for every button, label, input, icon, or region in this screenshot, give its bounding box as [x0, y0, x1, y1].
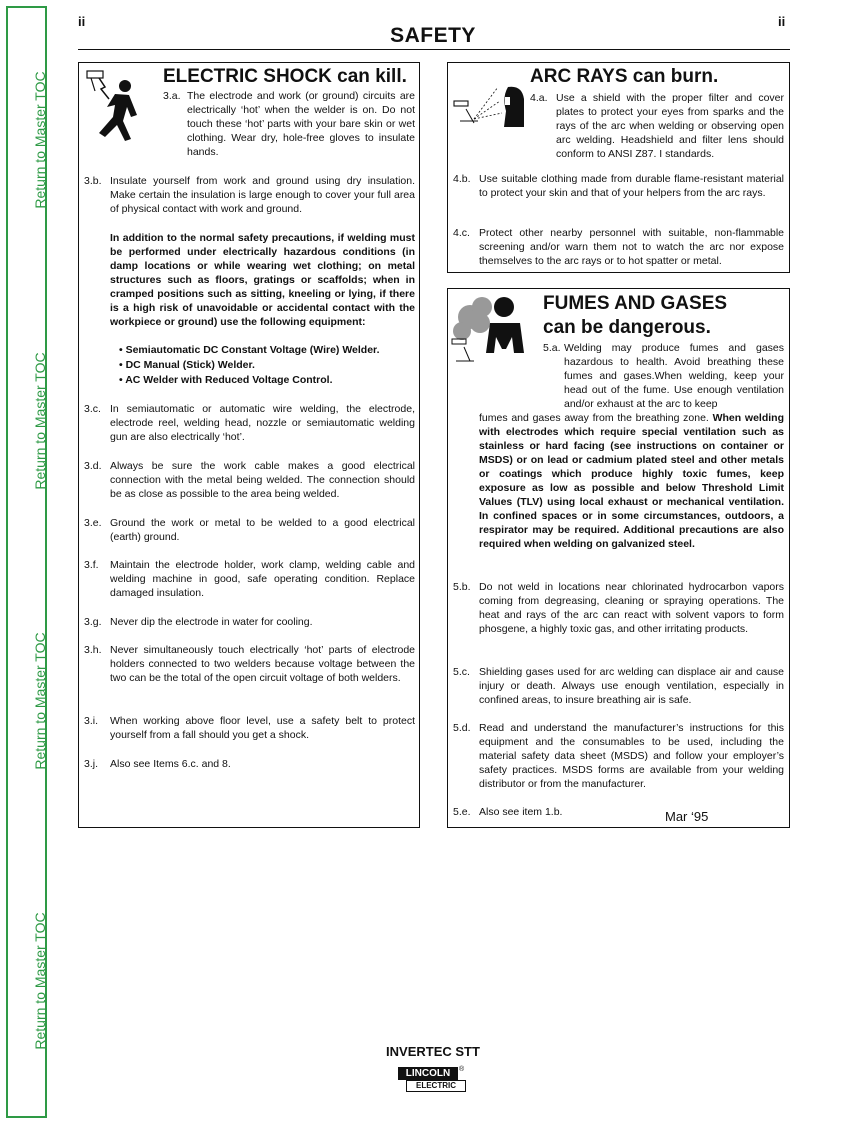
item-number: 3.b.	[84, 175, 102, 187]
electric-shock-section	[78, 62, 420, 828]
page-number-left: ii	[78, 14, 86, 29]
item-number: 3.i.	[84, 715, 99, 727]
equipment-bullet: • AC Welder with Reduced Voltage Control.	[119, 374, 333, 386]
item-5c-text: Shielding gases used for arc welding can displace air and cause injury or death. Always use enough ventilation, especially in confined areas, to insure breathing air is safe.	[479, 666, 784, 706]
electric-shock-heading: ELECTRIC SHOCK can kill.	[163, 66, 407, 87]
item-3a-text: The electrode and work (or ground) circuits are electrically ‘hot’ when the welder is on. Do not touch these ‘hot’ parts with your bare skin or wet clothing. Wear dry, hole-free gloves to insulate hands.	[187, 90, 415, 158]
item-3h-text: Never simultaneously touch electrically ‘hot’ parts of electrode holders connected to two welders because voltage between the two can be the total of the open circuit voltage of both welders.	[110, 644, 415, 684]
item-number: 3.h.	[84, 644, 102, 656]
return-to-toc-link-4[interactable]: Return to Master TOC	[32, 912, 48, 1050]
item-3b-text: Insulate yourself from work and ground using dry insulation. Make certain the insulation is large enough to cover your full area of physical contact with work and ground.	[110, 175, 415, 215]
item-number: 3.e.	[84, 517, 102, 529]
equipment-bullet: • Semiautomatic DC Constant Voltage (Wire) Welder.	[119, 344, 380, 356]
registered-mark: ®	[459, 1066, 465, 1073]
arc-rays-icon	[452, 83, 530, 129]
item-number: 3.d.	[84, 460, 102, 472]
fumes-heading-line1: FUMES AND GASES	[543, 293, 728, 314]
item-5a-text: Welding may produce fumes and gases hazardous to health. Avoid breathing these fumes and gases.When welding, keep your head out of the fume. Use enough ventilation and/or exhaust at the arc to keep	[564, 342, 784, 410]
fumes-gases-section	[447, 288, 790, 828]
arc-rays-heading: ARC RAYS can burn.	[530, 66, 719, 87]
item-4a-text: Use a shield with the proper filter and cover plates to protect your eyes from sparks and the rays of the arc when welding or observing open arc welding. Headshield and filter lens should conform to ANSI Z87. I standards.	[556, 92, 784, 160]
item-5a-continuation: fumes and gases away from the breathing zone. When welding with electrodes which require special ventilation such as stainless or hard facing (see instructions on container or MSDS) or on lead or cadmium plated steel and other metals or coatings which produce highly toxic fumes, keep exposure as low as possible and below Threshold Limit Values (TLV) using local exhaust or mechanical ventilation. In confined spaces or in some circumstances, outdoors, a respirator may be required. Additional precautions are also required when welding on galvanized steel.	[479, 412, 785, 550]
fumes-heading-line2: can be dangerous.	[543, 317, 711, 338]
item-4c-text: Protect other nearby personnel with suitable, non-flammable screening and/or warn them not to watch the arc nor expose themselves to the arc rays or to hot spatter or metal.	[479, 227, 784, 267]
return-to-toc-link-3[interactable]: Return to Master TOC	[32, 632, 48, 770]
equipment-bullet: • DC Manual (Stick) Welder.	[119, 359, 255, 371]
revision-date: Mar ‘95	[665, 809, 709, 824]
return-to-toc-link-2[interactable]: Return to Master TOC	[32, 352, 48, 490]
item-4b-text: Use suitable clothing made from durable flame-resistant material to protect your skin and that of your helpers from the arc rays.	[479, 173, 784, 199]
item-number: 4.b.	[453, 173, 471, 185]
item-number: 5.c.	[453, 666, 470, 678]
item-3d-text: Always be sure the work cable makes a good electrical connection with the metal being welded. The connection should be as close as possible to the area being welded.	[110, 460, 415, 500]
item-3i-text: When working above floor level, use a safety belt to protect yourself from a fall should you get a shock.	[110, 715, 415, 741]
page-title: SAFETY	[390, 24, 476, 47]
item-number: 5.a.	[543, 342, 561, 354]
item-3c-text: In semiautomatic or automatic wire welding, the electrode, electrode reel, welding head, nozzle or semiautomatic welding gun are also electrically ‘hot’.	[110, 403, 415, 443]
item-number: 3.f.	[84, 559, 99, 571]
return-to-toc-link-1[interactable]: Return to Master TOC	[32, 71, 48, 209]
model-name: INVERTEC STT	[386, 1044, 480, 1059]
item-5b-text: Do not weld in locations near chlorinated hydrocarbon vapors coming from degreasing, cleaning or spraying operations. The heat and rays of the arc can react with solvent vapors to form phosgene, a highly toxic gas, and other irritating products.	[479, 581, 784, 635]
item-3e-text: Ground the work or metal to be welded to a good electrical (earth) ground.	[110, 517, 415, 543]
lincoln-electric-logo	[398, 1067, 466, 1093]
item-number: 4.c.	[453, 227, 470, 239]
item-number: 3.a.	[163, 90, 181, 102]
item-number: 5.e.	[453, 806, 471, 818]
item-number: 3.g.	[84, 616, 102, 628]
item-number: 3.c.	[84, 403, 101, 415]
item-3j-text: Also see Items 6.c. and 8.	[110, 758, 231, 770]
item-5d-text: Read and understand the manufacturer’s instructions for this equipment and the consumables to be used, including the material safety data sheet (MSDS) and follow your employer’s safety practices. MSDS forms are available from your welding distributor or from the manufacturer.	[479, 722, 784, 790]
item-3b-warning: In addition to the normal safety precautions, if welding must be performed under electrically hazardous conditions (in damp locations or while wearing wet clothing; on metal structures such as floors, gratings or scaffolds; when in cramped positions such as sitting, kneeling or lying, if there is a high risk of unavoidable or accidental contact with the workpiece or ground) use the following equipment:	[110, 232, 415, 328]
arc-rays-section	[447, 62, 790, 273]
item-5e-text: Also see item 1.b.	[479, 806, 563, 818]
item-number: 4.a.	[530, 92, 548, 104]
item-number: 3.j.	[84, 758, 99, 770]
logo-top-text: LINCOLN	[398, 1067, 458, 1080]
header-rule	[78, 49, 790, 50]
item-3g-text: Never dip the electrode in water for cooling.	[110, 616, 313, 628]
item-3f-text: Maintain the electrode holder, work clamp, welding cable and welding machine in good, safe operating condition. Replace damaged insulation.	[110, 559, 415, 599]
logo-bottom-text: ELECTRIC	[406, 1080, 466, 1092]
item-number: 5.d.	[453, 722, 471, 734]
item-number: 5.b.	[453, 581, 471, 593]
page-number-right: ii	[778, 14, 786, 29]
electric-shock-icon	[85, 69, 147, 147]
fumes-icon	[450, 293, 532, 367]
